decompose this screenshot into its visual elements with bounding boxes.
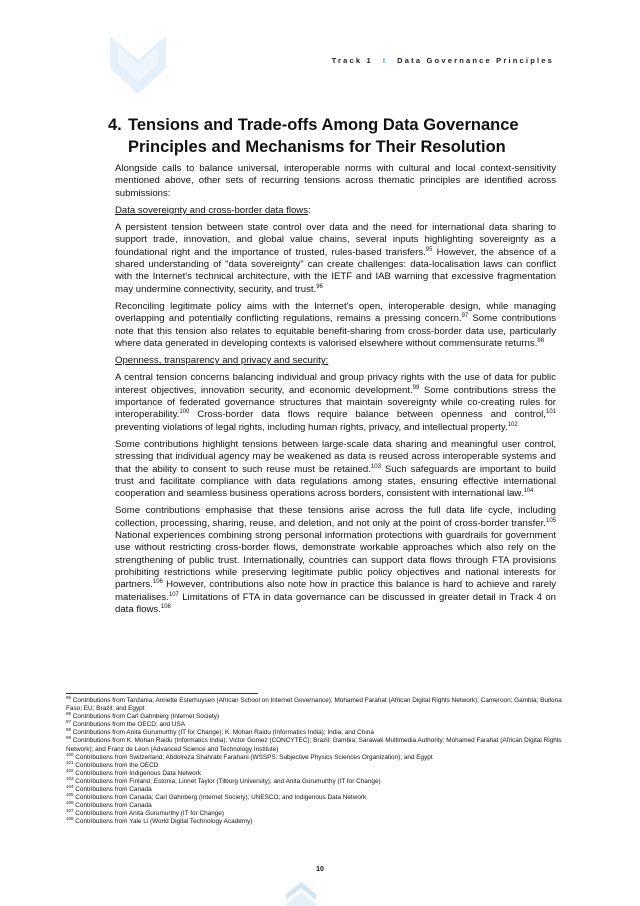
footnote <box>66 767 566 778</box>
p1-text-1: A persistent tension between state control over data and the need for international data sharing to support trade, innovation, and global value chains, several inputs highlighting sovereignty as a foundational right and the importance of trusted, rules-based transfers. <box>115 222 556 258</box>
p1-text-2: However, the absence of a shared understanding of "data sovereignty" can create challenges: data-localisation laws can conflict with the Internet's technical architecture, with the IETF and IAB warning that excessive fragmentation may undermine connectivity, security, and trust. <box>115 246 557 295</box>
footnote-ref-101[interactable]: 101 <box>545 409 556 416</box>
footnote-ref-100[interactable]: 100 <box>179 409 190 416</box>
footnote-text: Contributions from Carl Gahnberg (Internet Society) <box>71 713 220 721</box>
footnote-number: 106 <box>66 800 74 806</box>
footnote-number: 103 <box>66 775 74 781</box>
paragraph-3 <box>115 372 556 433</box>
footnote <box>66 751 566 762</box>
footnote <box>66 737 566 753</box>
p5-text-2: National experiences combining strong personal information protections with guardrails for government use without restricting cross-border flows, demonstrate workable approaches which also rely on the strengthening of public trust. Internationally, countries can support data flows through FTA provisions prohibiting restrictions while preserving legitimate public policy objectives and national interests for partners. <box>115 530 556 591</box>
section-number: 4. <box>108 116 122 134</box>
footnote-text: Contributions from Indigenous Data Network <box>73 769 202 777</box>
footnote-ref-105[interactable]: 105 <box>545 517 556 524</box>
header-track: Track 1 <box>331 56 373 65</box>
footnote-number: 107 <box>66 808 74 814</box>
footnote-divider <box>66 693 258 694</box>
footnote-text: Contributions from Tanzania; Anriette Esterhuysen (African School on Internet Governance); Mohamed Farahat (African Digital Rights Network); Cameroon; Gambia; Burkina Faso; EU; Brazil; and Egypt <box>66 697 562 713</box>
footnote-number: 99 <box>66 735 72 741</box>
chevron-footer-icon <box>286 880 316 906</box>
p3-text-4: preventing violations of legal rights, including human rights, privacy, and intellectual property. <box>115 421 508 433</box>
footnote-ref-108[interactable]: 108 <box>160 603 171 610</box>
subheading-openness-text: Openness, transparency and privacy and security: <box>115 355 329 367</box>
footnote <box>66 775 566 786</box>
footnote-number: 95 <box>66 694 72 700</box>
footnote-number: 105 <box>66 792 74 797</box>
footnote-number: 108 <box>66 816 74 822</box>
header-separator: I <box>382 56 388 65</box>
p5-text-3: However, contributions also note how in practice this balance is hard to achieve and rarely materialises. <box>115 579 556 603</box>
p2-text-2: Some contributions note that this tension also relates to equitable benefit-sharing from cross-border data use, particularly where data generated in developing contexts is valorised elsewhere without commensurate returns. <box>115 313 556 349</box>
section-title <box>108 114 548 158</box>
footnote <box>66 759 566 770</box>
subheading-sovereignty-text: Data sovereignty and cross-border data flows <box>115 204 309 216</box>
footnote <box>66 818 566 826</box>
subheading-sovereignty <box>115 205 556 217</box>
footnote-text: Contributions from Canada <box>73 802 152 810</box>
footnote-number: 101 <box>66 759 74 765</box>
intro-paragraph: Alongside calls to balance universal, interoperable norms with cultural and local context-sensitivity mentioned above, other sets of recurring tensions across thematic principles are identified across submissions: <box>115 163 556 199</box>
p3-text-1: A central tension concerns balancing individual and group privacy rights with the use of data for public interest objectives, innovation security, and economic development. <box>115 372 556 396</box>
footnote-number: 102 <box>66 767 74 773</box>
paragraph-1 <box>115 222 556 296</box>
footnote-ref-103[interactable]: 103 <box>370 463 381 470</box>
running-header <box>332 56 554 65</box>
footnotes <box>66 694 566 827</box>
footnote-ref-104[interactable]: 104 <box>523 487 534 494</box>
footnote <box>66 783 566 794</box>
section-title-line2: Principles and Mechanisms for Their Resolution <box>128 138 506 156</box>
footnote-number: 104 <box>66 783 74 789</box>
footnote-text: Contributions from the OECD <box>73 761 159 769</box>
footnote-ref-99[interactable]: 99 <box>412 384 420 391</box>
p3-text-3: Cross-border data flows require balance between openness and control, <box>189 409 546 421</box>
p5-text-4: Limitations of FTA in data governance can be discussed in greater detail in Track 4 on data flows. <box>115 591 556 615</box>
paragraph-5 <box>115 505 556 616</box>
footnote-ref-106[interactable]: 106 <box>152 579 163 586</box>
footnote-text: Contributions from K. Mohan Raidu (Informatics India); Victor Gomez (CONCYTEC); Brazil; Gambia; Sarawak Multimedia Authority; Mohamed Farahat (African Digital Rights Network); and Franz de Leon (Advanced Science and Technology Institute) <box>66 737 562 753</box>
footnote-text: Contributions from Canada; Carl Gahnberg (Internet Society); UNESCO; and Indigenous Data Network <box>73 794 367 802</box>
subheading-sovereignty-colon: : <box>308 204 311 216</box>
p3-text-2: Some contributions stress the importance of federated governance structures that maintain sovereignty while co-creating rules for interoperability. <box>115 384 556 421</box>
p2-text-1: Reconciling legitimate policy aims with the Internet's open, interoperable design, while managing overlapping and potentially conflicting regulations, remains a pressing concern. <box>115 300 556 325</box>
section-title-line1: Tensions and Trade-offs Among Data Governance <box>128 116 519 134</box>
header-section: Data Governance Principles <box>397 56 554 65</box>
footnote-text: Contributions from Canada <box>73 786 152 794</box>
body-text <box>115 163 556 621</box>
p4-text-1: Some contributions highlight tensions between large-scale data sharing and meaningful user control, stressing that individual agency may be weakened as data is reused across interoperable systems and that the ability to consent to such reuse must be retained. <box>115 438 556 475</box>
footnote-text: Contributions from Switzerland; Abdolreza Shahrabi Farahani (WSSPS: Subjective Physics Sciences Organization); and Egypt <box>73 753 433 761</box>
footnote-text: Contributions from Anita Gurumurthy (IT for Change) <box>73 810 224 818</box>
footnote-text: Contributions from Anita Gurumurthy (IT for Change); K. Mohan Raidu (Informatics India); India; and China <box>71 729 374 737</box>
chevron-logo-icon <box>110 36 166 94</box>
footnote-ref-95[interactable]: 95 <box>425 246 433 253</box>
footnote-number: 98 <box>66 727 72 733</box>
subheading-openness <box>115 355 556 367</box>
footnote-ref-102[interactable]: 102 <box>507 421 518 428</box>
paragraph-2 <box>115 301 556 350</box>
page-number: 10 <box>316 866 324 873</box>
footnote-ref-96[interactable]: 96 <box>316 283 323 290</box>
footnote-ref-107[interactable]: 107 <box>168 591 179 598</box>
footnote <box>66 694 566 713</box>
footnote <box>66 794 566 802</box>
footnote-ref-98[interactable]: 98 <box>537 337 545 344</box>
p4-text-2: Such safeguards are important to build trust and facilitate compliance with data regulations among states, ensuring effective international cooperation and seamless business operations across borders, consistent with international law. <box>115 463 556 500</box>
footnote-ref-97[interactable]: 97 <box>461 313 469 320</box>
paragraph-4 <box>115 439 556 500</box>
footnote-text: Contributions from Yale Li (World Digital Technology Academy) <box>73 818 253 826</box>
footnote-text: Contributions from Finland; Estonia; Linnet Taylor (Tilburg University); and Anita Gurumurthy (IT for Change) <box>73 777 381 785</box>
footnote-number: 97 <box>66 719 72 725</box>
footnote-text: Contributions from the OECD; and USA <box>71 721 186 729</box>
footnote-number: 100 <box>66 751 74 757</box>
p5-text-1: Some contributions emphasise that these tensions arise across the full data life cycle, including collection, processing, sharing, reuse, and deletion, and not only at the point of cross-border transfer. <box>115 505 556 529</box>
footnote-number: 96 <box>66 711 72 717</box>
